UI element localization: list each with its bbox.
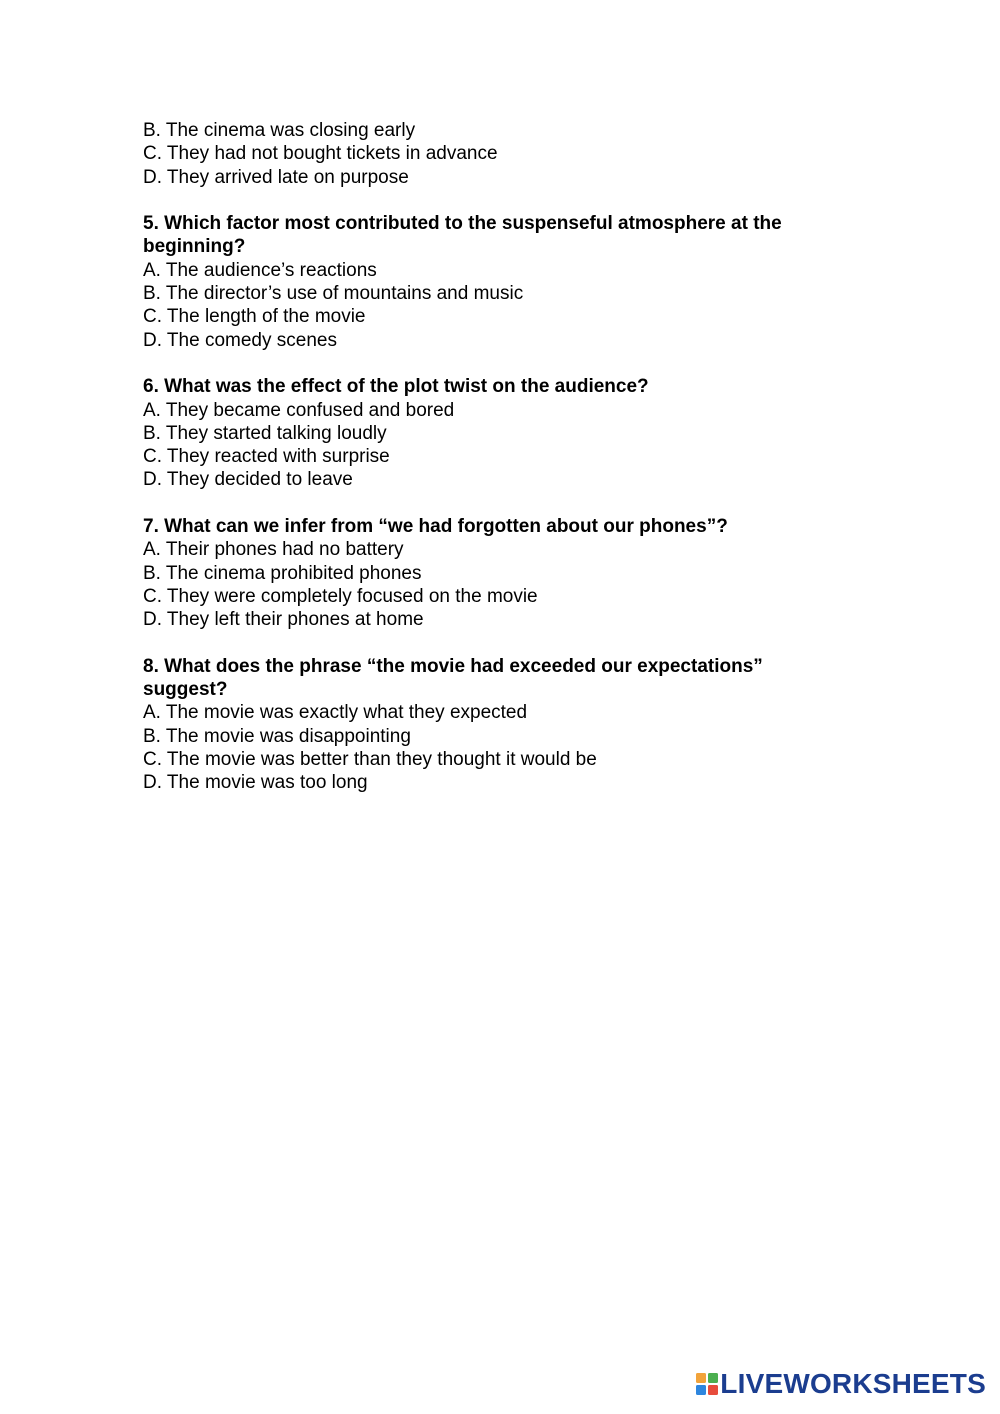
option-c: C. They were completely focused on the movie bbox=[143, 585, 538, 607]
option-d: D. The movie was too long bbox=[143, 772, 368, 794]
option-d: D. They decided to leave bbox=[143, 469, 353, 491]
previous-question-options bbox=[143, 119, 843, 189]
option-b: B. The movie was disappointing bbox=[143, 725, 411, 747]
option-a: A. They became confused and bored bbox=[143, 399, 455, 421]
option-a: A. Their phones had no battery bbox=[143, 539, 404, 561]
question-7 bbox=[143, 515, 843, 631]
option-b: B. The cinema was closing early bbox=[143, 120, 416, 141]
question-text: 7. What can we infer from “we had forgotten about our phones”? bbox=[143, 516, 728, 538]
question-5 bbox=[143, 212, 843, 352]
option-b: B. The cinema prohibited phones bbox=[143, 562, 422, 584]
option-c: C. The movie was better than they thought it would be bbox=[143, 749, 597, 771]
option-d: D. The comedy scenes bbox=[143, 329, 337, 351]
option-d: D. They left their phones at home bbox=[143, 609, 424, 631]
option-c: C. They had not bought tickets in advance bbox=[143, 143, 498, 165]
option-d: D. They arrived late on purpose bbox=[143, 166, 409, 188]
worksheet-page bbox=[143, 119, 843, 795]
option-c: C. The length of the movie bbox=[143, 306, 366, 328]
option-a: A. The movie was exactly what they expected bbox=[143, 702, 528, 724]
option-c: C. They reacted with surprise bbox=[143, 446, 390, 468]
question-6 bbox=[143, 375, 843, 491]
question-8 bbox=[143, 655, 843, 795]
brand-name: LIVEWORKSHEETS bbox=[720, 1368, 986, 1399]
liveworksheets-brand bbox=[696, 1368, 986, 1400]
question-text: 6. What was the effect of the plot twist on the audience? bbox=[143, 376, 649, 398]
option-b: B. They started talking loudly bbox=[143, 422, 387, 444]
liveworksheets-logo-icon bbox=[696, 1373, 718, 1395]
question-text: 5. Which factor most contributed to the suspenseful atmosphere at the beginning? bbox=[143, 213, 782, 258]
option-b: B. The director’s use of mountains and music bbox=[143, 283, 524, 305]
question-text: 8. What does the phrase “the movie had exceeded our expectations” suggest? bbox=[143, 655, 763, 701]
option-a: A. The audience’s reactions bbox=[143, 259, 377, 281]
